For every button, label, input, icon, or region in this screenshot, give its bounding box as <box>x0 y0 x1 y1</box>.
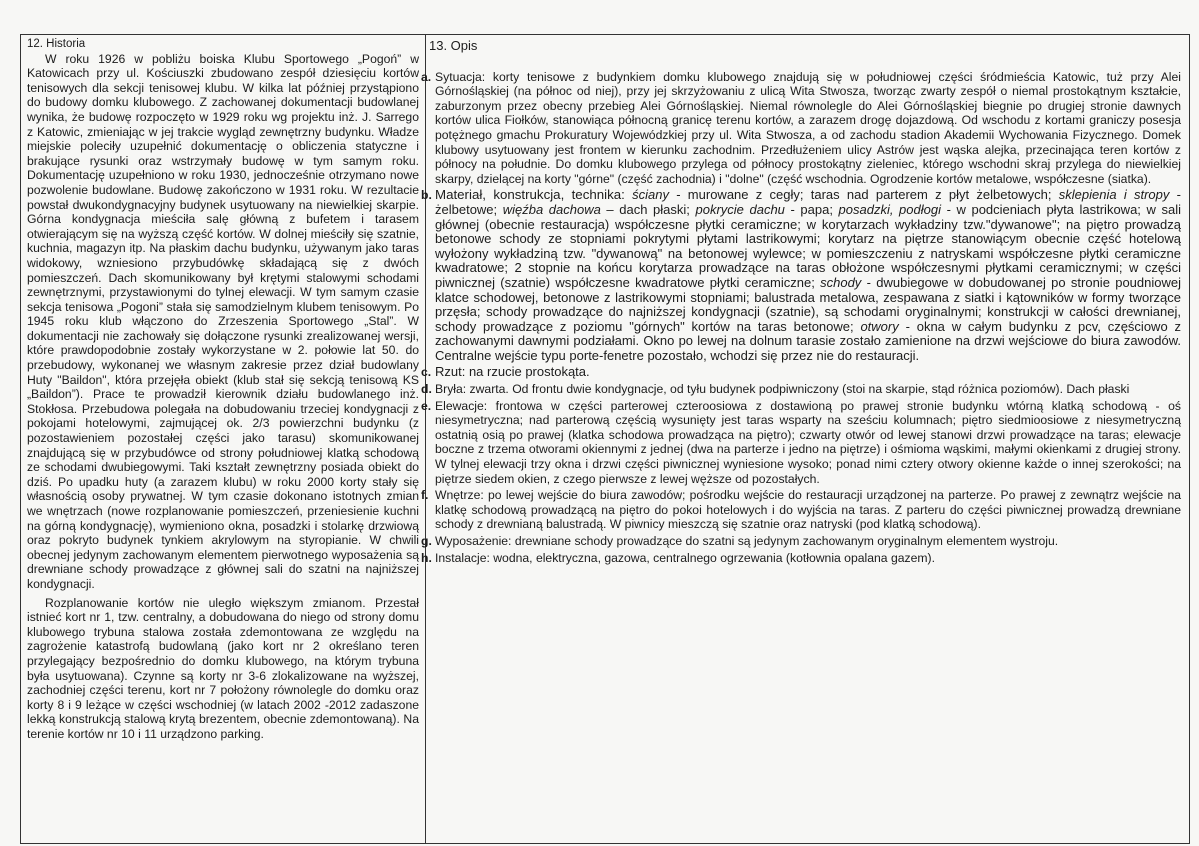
document-sheet <box>20 34 1190 844</box>
term-roof-truss: więźba dachowa <box>497 201 601 217</box>
description-item-f <box>421 488 1181 532</box>
item-text-situation: Sytuacja: korty tenisowe z budynkiem domku klubowego znajdują się w południowej części śródmieścia Katowic, tuż przy Alei Górnośląskiej (na północ od niej), przy jej skrzyżowaniu z ulicą Wita Stwosza, tworząc zwarty zespół o niemal prostokątnym kształcie, zaburzonym przez obecny przebieg Alei Górnośląskiej. Niemal równolegle do Alei Górnośląskiej biegnie po drugiej stronie dawnych kortów ulica Fiołków, stanowiąca północną granicę terenu kortów, a zarazem drogę dojazdową. Od wschodu z kortami graniczy posesja potężnego gmachu Prokuratury Wojewódzkiej przy ul. Wita Stwosza, a od zachodu stadion Akademii Wychowania Fizycznego. Domek klubowy usytuowany jest frontem w kierunku zachodnim. Przedłużeniem ulicy Astrów jest wąska alejka, przecinająca teren kortów z północy na południe. Do domku klubowego przylega od północy prostokątny zieleniec, którego wschodni skraj przylega do niewielkiej skarpy, dzielącej na korty "górne" (część zachodnia) i "dolne" (część wschodnia. Ogrodzenie kortów metalowe, współczesne (siatka). <box>435 69 1181 186</box>
description-item-d <box>421 382 1181 397</box>
item-text-interior: Wnętrze: po lewej wejście do biura zawodów; pośrodku wejście do restauracji urządzonej na parterze. Po prawej z zewnątrz wejście na klatkę schodową prowadzącą na piętro do pokoi hotelowych i do wyjścia na taras. Z parteru do części piwnicznej prowadzą drewniane schody z drewnianą balustradą. W piwnicy mieszczą się szatnie oraz natryski (pod klatką schodową). <box>435 488 1181 532</box>
term-stairs: schody <box>814 274 862 290</box>
item-text-plan: Rzut: na rzucie prostokąta. <box>435 364 590 380</box>
term-desc: - okna w całym budynku z pcv, częściowo z zachowanymi dawnymi podziałami. Okno po lewej na dolnum tarasie zostało zamienione na drzwi wejściowe do biura zawodów. Centralne wejście typu porte-fenetre pozostało, wchodzi się przez nie do restauracji. <box>435 318 1181 363</box>
item-text-installations: Instalacje: wodna, elektryczna, gazowa, centralnego ogrzewania (kotłownia opalana gazem). <box>435 550 935 565</box>
description-item-g <box>421 534 1181 549</box>
item-letter: b. <box>421 188 432 203</box>
description-column <box>421 35 1189 843</box>
term-desc: - w podcieniach płyta lastrikowa; w sali głównej (obecnie restauracja) współczesne płytki ceramiczne; w korytarzach wykładziny tzw."dywanowe"; na piętro prowadzą betonowe schody ze stopniami pokrytymi płytami lastrikowymi; korytarz na piętrze stanowiącym obecnie część hotelową wyłożony wykładziną tzw. "dywanową" na betonowej wylewce; w pomieszczeniu z natryskami współczesne płytki ceramiczne kwadratowe; 2 stopnie na końcu korytarza prowadzące na taras obłożone współczesnymi płytkami ceramicznymi; w części piwnicznej (szatnie) współczesne kwadratowe płytki ceramiczne; <box>435 201 1181 290</box>
description-item-a <box>421 69 1181 187</box>
term-openings: otwory <box>853 318 899 334</box>
history-title: 12. Historia <box>27 38 86 50</box>
term-walls: ściany <box>632 187 669 203</box>
item-letter: f. <box>421 488 429 503</box>
term-desc: - żelbetowe; <box>435 187 1181 217</box>
item-text-massing: Bryła: zwarta. Od frontu dwie kondygnacje, od tyłu budynek podpiwniczony (stoi na skarpie, stąd różnica poziomów). Dach płaski <box>435 382 1130 397</box>
item-letter: d. <box>421 382 432 397</box>
description-item-b <box>421 187 1181 363</box>
description-item-h <box>421 550 1181 566</box>
history-column <box>21 35 426 843</box>
item-letter: e. <box>421 398 432 413</box>
term-desc: - murowane z cegły; taras nad parterem z płyt żelbetowych; <box>668 187 1052 203</box>
term-roofing: pokrycie dachu <box>689 201 785 217</box>
term-desc: – dach płaski; <box>600 201 690 217</box>
history-paragraph-2: Rozplanowanie kortów nie uległo większym zmianom. Przestał istnieć kort nr 1, tzw. centralny, a dobudowana do niego od strony domu klubowego trybuna stalowa została zdemontowana ze względu na zagrożenie katastrofą budowlaną (jako kort nr 2 określano teren przylegający bezpośrednio do domku klubowego, na którym trybuna była usytuowana). Czynne są korty nr 3-6 zlokalizowane na wyższej, zachodniej części terenu, kort nr 7 położony równolegle do domku oraz korty 8 i 9 leżące w części wschodniej (w latach 2002 -2012 zadaszone lekką konstrukcją stalową krytą brezentem, obecnie zdemontowaną). Na terenie kortów nr 10 i 11 urządzono parking. <box>27 595 419 741</box>
description-item-e <box>421 398 1181 487</box>
item-letter: h. <box>421 550 432 565</box>
item-letter: a. <box>421 69 432 84</box>
item-text-equipment: Wyposażenie: drewniane schody prowadzące do szatni są jedynym zachowanym oryginalnym elementem wystroju. <box>435 534 1059 548</box>
history-paragraph-1: W roku 1926 w pobliżu boiska Klubu Sportowego „Pogoń” w Katowicach przy ul. Kościuszki zbudowano zespół dziesięciu kortów tenisowych dla sekcji tenisowej klubu. W kilka lat później przystąpiono do budowy domku klubowego. Z zachowanej dokumentacji budowlanej wynika, że budowę rozpoczęto w 1929 roku wg projektu inż. J. Sarrego z Katowic, zmieniając w jej trakcie wygląd zewnętrzny budynku. Władze miejskie poleciły uzupełnić dokumentację o obliczenia statyczne i brakujące rysunki oraz wstrzymały budowę w tym samym roku. Dokumentację uzupełniono w roku 1930, jednocześnie otrzymano nowe pozwolenie budowlane. Budowę zakończono w 1931 roku. W rezultacie powstał dwukondygnacyjny budynek usytuowany na niewielkiej skarpie. Górna kondygnacja mieściła salę główną z bufetem i tarasem otwierającym się na wyższą część kortów. W dolnej mieściły się szatnie, kuchnia, magazyn itp. Na płaskim dachu budynku, używanym jako taras widokowy, wzniesiono przybudówkę składającą się z dwóch pomieszczeń. Dach skomunikowany był krętymi stalowymi schodami zewnętrznymi, przystawionymi do tylnej elewacji. W tym samym czasie sekcja tenisowa „Pogoni” stała się samodzielnym klubem tenisowym. Po 1945 roku klub włączono do Zrzeszenia Sportowego „Stal”. W dokumentacji nie zachowały się dołączone rysunki zrealizowanej wersji, które prawdopodobnie zostały wykorzystane w 2. połowie lat 50. do przebudowy, wykonanej we własnym zakresie przez dział budowlany Huty "Baildon", która przejęła obiekt (klub stał się sekcją tenisową KS „Baildon”). Prace te prowadził kierownik działu budowlanego inż. Stokłosa. Przebudowa polegała na dobudowaniu trzeciej kondygnacji z pokojami hotelowymi, zajmującej ok. 2/3 powierzchni budynku (z pozostawieniem pozostałej części jako tarasu) skomunikowanej znajdującą się w przybudówce od strony południowej klatką schodową ze schodami dwubiegowymi. Taki kształt zewnętrzny posiada obiekt do dziś. Po upadku huty (a zarazem klubu) w roku 2000 korty stały się własnością osoby prywatnej. W tym czasie dokonano istotnych zmian we wnętrzach (nowe rozplanowanie pomieszczeń, przeniesienie kuchni na górną kondygnację), wymieniono okna, posadzki i stolarkę drzwiową oraz pokryto budynek tynkiem akrylowym na styropianie. W chwili obecnej jedynym zachowanym elementem pierwotnego wyposażenia są drewniane schody prowadzące z głównej sali do szatni na najniższej kondygnacji. <box>27 51 419 591</box>
description-item-c <box>421 364 1181 380</box>
item-letter: g. <box>421 534 432 548</box>
term-desc: - dwubiegowe w dobudowanej po stronie poudniowej klatce schodowej, betonowe z lastrikowymi stopniami; balustrada metalowa, zespawana z siatki i kątowników w formy tworzące przęsła; schody prowadzące do najniższej kondygnacji (szatnie), są schodami oryginalnymi; konstrukcji w całości drewnianej, schody prowadzące z poziomu "górnych" kortów na taras betonowe; <box>435 274 1181 334</box>
term-desc: - papa; <box>784 201 833 217</box>
item-text-material <box>435 188 1181 363</box>
description-title: 13. Opis <box>429 38 478 53</box>
item-letter: c. <box>421 365 432 380</box>
item-text-elevations: Elewacje: frontowa w części parterowej czteroosiowa z dostawioną po prawej stronie budynku wtórną klatką schodową - oś niesymetryczna; nad parterową częścią wysunięty jest taras wsparty na sześciu kolumnach; piętro siedmioosiowe z niesymetryczną ostatnią osią po prawej (klatka schodowa prowadząca na piętro); czwarty otwór od lewej stanowi drzwi prowadzące na taras; elewacje boczne z trzema otworami okiennymi z jednej (dwa na parterze i jedno na piętrze) i ośmioma wąskimi, małymi okienkami z drugiej strony. W tylnej elewacji trzy okna i drzwi części piwnicznej wyniesione wysoko; ponad nimi cztery otwory okienne każde o innej szerokości; na piętrze siedem okien, z czego pierwsze z lewej węższe od pozostałych. <box>435 398 1181 486</box>
term-floors: posadzki, podłogi <box>832 201 941 217</box>
item-heading: Materiał, konstrukcja, technika: <box>435 187 625 203</box>
term-ceilings: sklepienia i stropy <box>1051 187 1170 203</box>
